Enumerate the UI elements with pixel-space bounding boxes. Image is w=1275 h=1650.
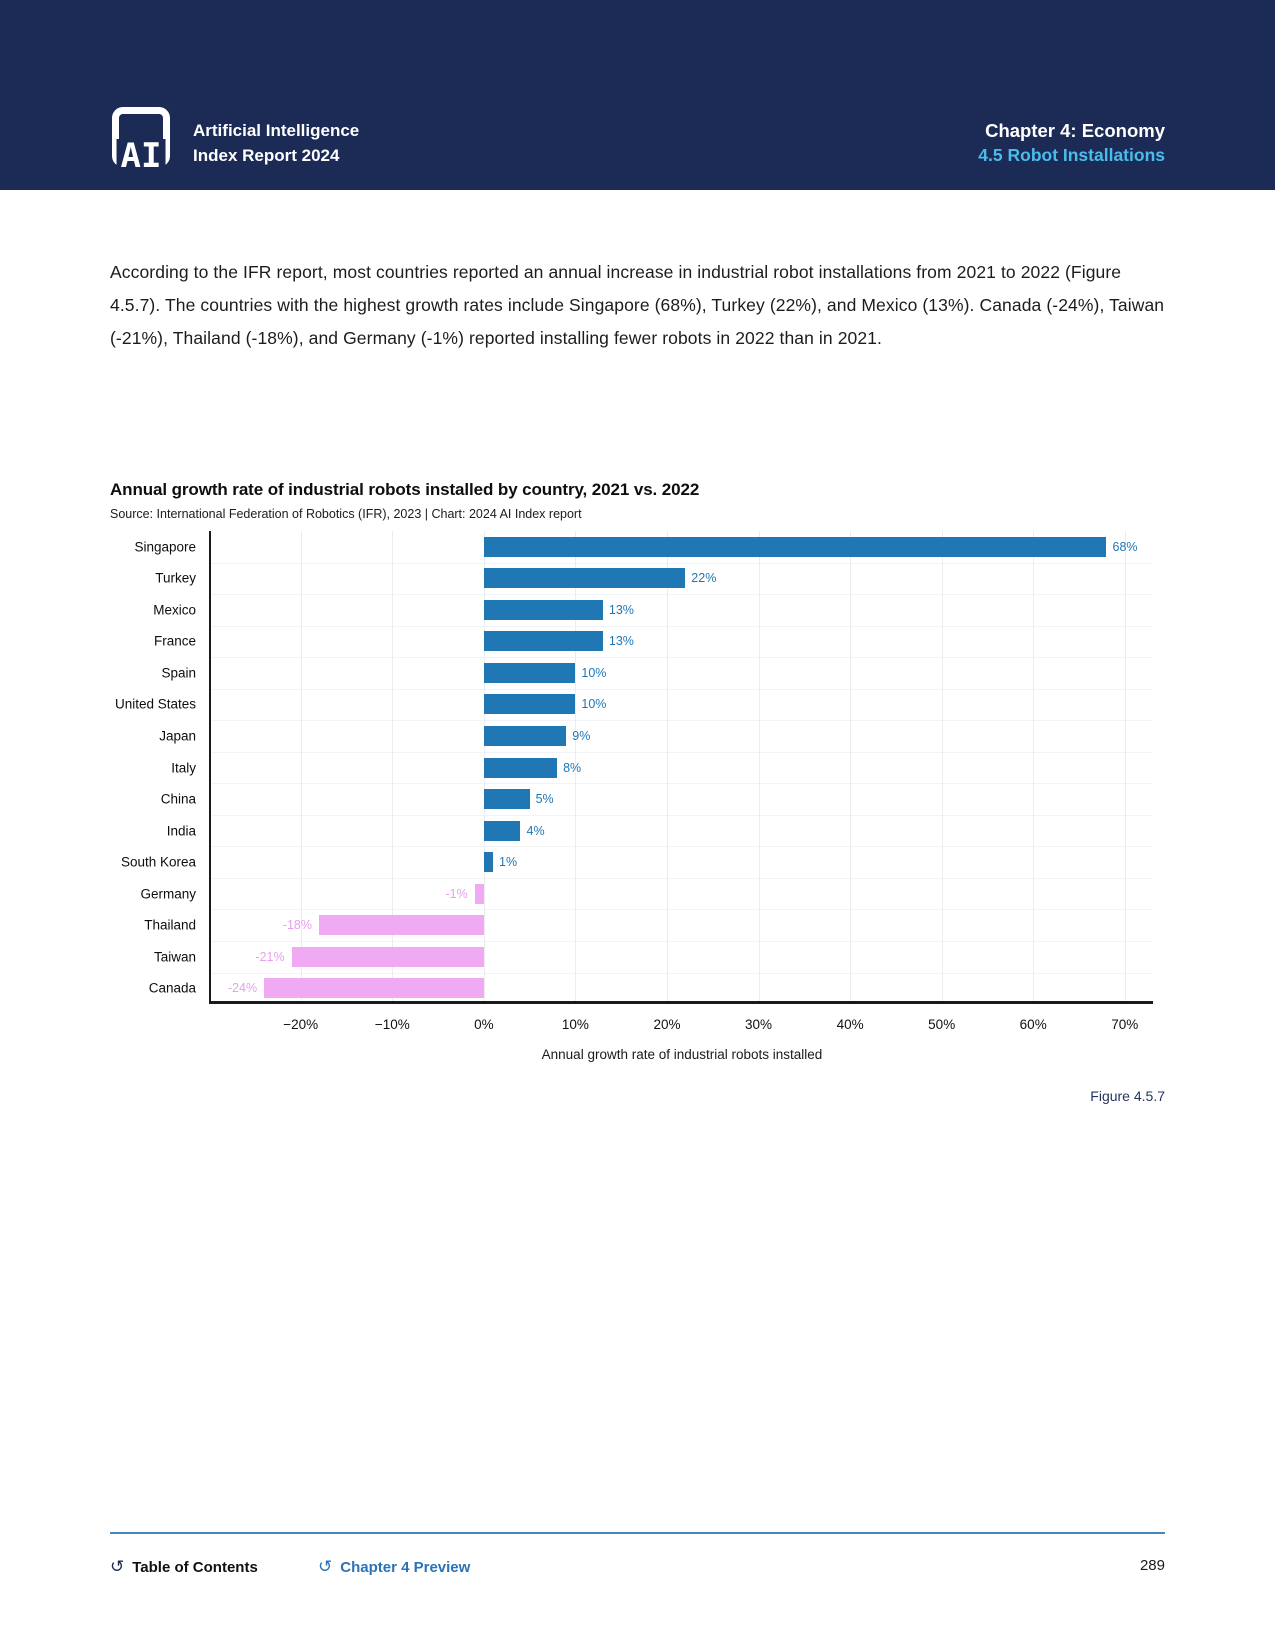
bar bbox=[484, 537, 1107, 557]
bar bbox=[484, 694, 576, 714]
gridline bbox=[759, 531, 760, 1001]
bar bbox=[484, 600, 603, 620]
row-gridline bbox=[211, 941, 1153, 942]
row-gridline bbox=[211, 752, 1153, 753]
bar-value-label: 22% bbox=[691, 571, 717, 586]
bar bbox=[484, 758, 557, 778]
brand-title-line2: Index Report 2024 bbox=[193, 146, 340, 165]
x-tick-label: 60% bbox=[1019, 1017, 1047, 1032]
category-label: South Korea bbox=[120, 854, 196, 870]
gridline bbox=[850, 531, 851, 1001]
bar-value-label: 10% bbox=[581, 665, 607, 680]
bar-chart-plot bbox=[114, 531, 1153, 1062]
row-gridline bbox=[211, 846, 1153, 847]
row-gridline bbox=[211, 720, 1153, 721]
brand-title-line1: Artificial Intelligence bbox=[193, 121, 360, 140]
row-gridline bbox=[211, 657, 1153, 658]
row-gridline bbox=[211, 878, 1153, 879]
chapter-block bbox=[978, 118, 1165, 168]
x-tick-label: −10% bbox=[374, 1017, 410, 1032]
x-tick-label: 70% bbox=[1111, 1017, 1139, 1032]
bar bbox=[475, 884, 484, 904]
bar-value-label: 8% bbox=[563, 760, 582, 775]
gridline bbox=[1125, 531, 1126, 1001]
category-label: Germany bbox=[140, 886, 196, 902]
chart-source: Source: International Federation of Robotics (IFR), 2023 | Chart: 2024 AI Index report bbox=[110, 507, 582, 521]
category-label: China bbox=[160, 791, 196, 807]
bar bbox=[264, 978, 484, 998]
x-tick-label: 50% bbox=[928, 1017, 956, 1032]
undo-arrow-icon: ↺ bbox=[110, 1557, 125, 1576]
category-label: United States bbox=[114, 696, 196, 712]
bar-value-label: 5% bbox=[535, 792, 554, 806]
category-label: Singapore bbox=[134, 539, 196, 555]
category-label: Italy bbox=[171, 760, 196, 775]
category-label: France bbox=[153, 633, 196, 649]
x-tick-label: 0% bbox=[474, 1017, 494, 1032]
category-label: Spain bbox=[161, 665, 196, 681]
bar-value-label: -24% bbox=[227, 981, 258, 996]
table-of-contents-link[interactable] bbox=[110, 1556, 258, 1580]
brand-title bbox=[193, 118, 359, 168]
footer-divider bbox=[110, 1532, 1165, 1534]
gridline bbox=[1033, 531, 1034, 1001]
x-tick-label: 30% bbox=[744, 1017, 773, 1032]
bar bbox=[292, 947, 484, 967]
bar bbox=[484, 631, 603, 651]
row-gridline bbox=[211, 783, 1153, 784]
page-number: 289 bbox=[1139, 1557, 1165, 1574]
bar bbox=[484, 821, 521, 841]
table-of-contents-label: Table of Contents bbox=[132, 1559, 258, 1576]
bar-value-label: 68% bbox=[1112, 539, 1138, 554]
row-gridline bbox=[211, 815, 1153, 816]
category-label: India bbox=[166, 823, 196, 839]
bar-value-label: 10% bbox=[581, 697, 607, 712]
row-gridline bbox=[211, 594, 1153, 595]
category-label: Mexico bbox=[153, 602, 196, 618]
category-label: Japan bbox=[159, 728, 196, 744]
x-tick-label: 20% bbox=[653, 1017, 681, 1032]
row-gridline bbox=[211, 689, 1153, 690]
row-gridline bbox=[211, 973, 1153, 974]
gridline bbox=[942, 531, 943, 1001]
chapter-title: Chapter 4: Economy bbox=[985, 120, 1165, 141]
category-label: Canada bbox=[148, 980, 196, 996]
figure-caption: Figure 4.5.7 bbox=[1090, 1088, 1165, 1104]
section-title: 4.5 Robot Installations bbox=[978, 145, 1165, 165]
undo-arrow-icon: ↺ bbox=[318, 1557, 333, 1576]
bar-value-label: -1% bbox=[445, 886, 468, 901]
gridline bbox=[667, 531, 668, 1001]
x-tick-label: 40% bbox=[836, 1017, 864, 1032]
chapter-preview-label: Chapter 4 Preview bbox=[340, 1559, 471, 1576]
bar bbox=[319, 915, 484, 935]
x-axis-title: Annual growth rate of industrial robots installed bbox=[541, 1047, 823, 1062]
bar bbox=[484, 663, 576, 683]
bar bbox=[484, 726, 566, 746]
category-label: Turkey bbox=[155, 570, 196, 586]
bar-value-label: 9% bbox=[572, 729, 591, 743]
bar bbox=[484, 568, 685, 588]
category-label: Thailand bbox=[144, 917, 196, 933]
chapter-preview-link[interactable] bbox=[318, 1556, 470, 1580]
ai-index-logo bbox=[112, 107, 170, 176]
x-tick-label: −20% bbox=[283, 1017, 319, 1032]
bar bbox=[484, 789, 530, 809]
bar bbox=[484, 852, 493, 872]
x-tick-label: 10% bbox=[561, 1017, 589, 1032]
ai-logo-text: AI bbox=[117, 139, 166, 173]
bar-value-label: 4% bbox=[526, 823, 545, 838]
bar-value-label: 1% bbox=[499, 855, 518, 870]
bar-value-label: -18% bbox=[282, 918, 312, 933]
row-gridline bbox=[211, 909, 1153, 910]
bar-value-label: -21% bbox=[255, 949, 285, 964]
row-gridline bbox=[211, 563, 1153, 564]
row-gridline bbox=[211, 626, 1153, 627]
category-label: Taiwan bbox=[153, 949, 196, 965]
body-paragraph: According to the IFR report, most countries reported an annual increase in industrial robot installations from 2021 to 2022 (Figure 4.5.7). The countries with the highest growth rates include Singapore (68%), Turkey (22%), and Mexico (13%). Canada (-24%), Taiwan (-21%), Thailand (-18%), and Germany (-1%) reported installing fewer robots in 2022 than in 2021. bbox=[110, 262, 1165, 348]
bar-value-label: 13% bbox=[608, 602, 634, 617]
bar-value-label: 13% bbox=[608, 634, 634, 649]
chart-title: Annual growth rate of industrial robots installed by country, 2021 vs. 2022 bbox=[110, 480, 700, 499]
report-header bbox=[0, 0, 1275, 190]
